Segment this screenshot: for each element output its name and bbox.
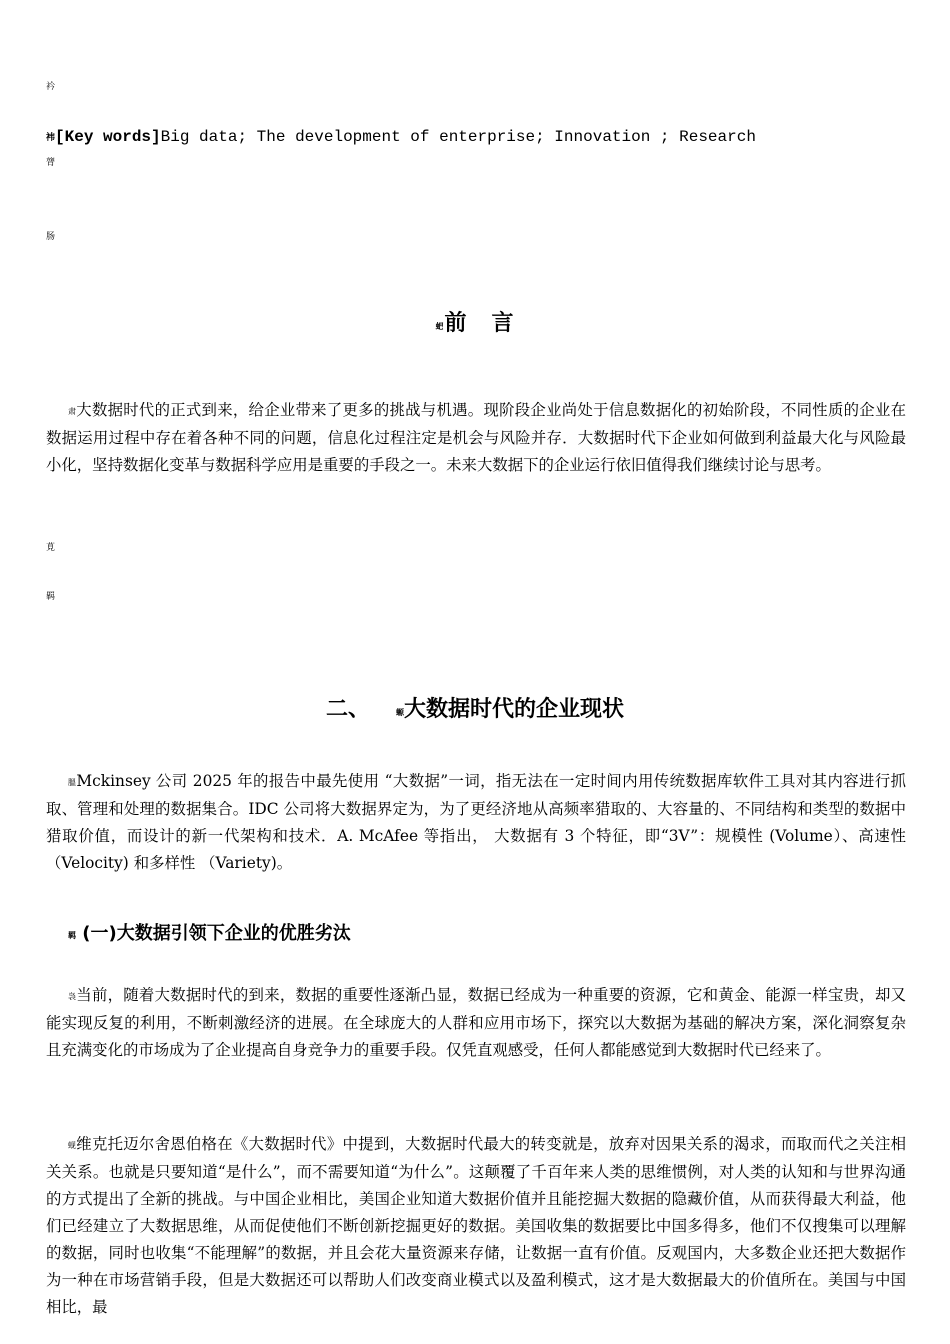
subsection-paragraph <box>46 982 906 1064</box>
paragraph-glyph: 肃 <box>68 407 77 416</box>
paragraph-glyph: 蚬 <box>68 1141 77 1150</box>
heading-glyph: 蚆 <box>435 322 445 331</box>
subsection-paragraph <box>46 1131 906 1321</box>
subsection-heading <box>68 922 351 948</box>
heading-glyph: 螈 <box>396 708 404 717</box>
paragraph-glyph: 袅 <box>68 992 77 1001</box>
paragraph-text: 维克托迈尔舍恩伯格在《大数据时代》中提到，大数据时代最大的转变就是，放弃对因果关系的渴求，而取而代之关注相关关系。也就是只要知道“是什么”，而不需要知道“为什么”。这颠覆了千百年来人类的思维惯例，对人类的认知和与世界沟通的方式提出了全新的挑战。与中国企业相比，美国企业知道大数据价值并且能挖掘大数据的隐藏价值，从而获得最大利益，他们已经建立了大数据思维，从而促使他们不断创新挖掘更好的数据。美国收集的数据要比中国多得多，他们不仅搜集可以理解的数据，同时也收集“不能理解”的数据，并且会花大量资源来存储，让数据一直有价值。反观国内，大多数企业还把大数据作为一种在市场营销手段，但是大数据还可以帮助人们改变商业模式以及盈利模式，这才是大数据最大的价值所在。美国与中国相比，最 <box>46 1135 906 1316</box>
preface-heading-char: 言 <box>491 311 515 336</box>
paragraph-text: 当前，随着大数据时代的到来，数据的重要性逐渐凸显，数据已经成为一种重要的资源，它和黄金、能源一样宝贵，却又能实现反复的利用，不断刺激经济的进展。在全球庞大的人群和应用市场下，探究以大数据为基础的解决方案，深化洞察复杂且充满变化的市场成为了企业提高自身竞争力的重要手段。仅凭直观感受，任何人都能感觉到大数据时代已经来了。 <box>46 986 906 1059</box>
keywords-label: [Key words] <box>55 128 161 146</box>
margin-glyph: 莧 <box>46 543 56 553</box>
margin-glyph: 肠 <box>46 232 56 242</box>
keywords-glyph: 袆 <box>46 133 56 143</box>
preface-heading <box>0 310 950 341</box>
section-number: 二、 <box>325 697 370 722</box>
margin-glyph: 羁 <box>46 592 56 602</box>
preface-heading-char: 前 <box>444 311 468 336</box>
preface-paragraph <box>46 397 906 479</box>
paragraph-text: 大数据时代的正式到来，给企业带来了更多的挑战与机遇。现阶段企业尚处于信息数据化的初始阶段，不同性质的企业在数据运用过程中存在着各种不同的问题，信息化过程注定是机会与风险并存．大数据时代下企业如何做到利益最大化与风险最小化，坚持数据化变革与数据科学应用是重要的手段之一。未来大数据下的企业运行依旧值得我们继续讨论与思考。 <box>46 401 906 474</box>
section-heading <box>0 695 950 728</box>
heading-glyph: 羁 <box>68 931 76 940</box>
keywords-line <box>46 126 926 149</box>
subsection-title: (一)大数据引领下企业的优胜劣汰 <box>82 923 351 944</box>
section-title: 大数据时代的企业现状 <box>404 697 625 722</box>
margin-glyph: 膂 <box>46 158 56 168</box>
section-paragraph <box>46 768 906 877</box>
paragraph-glyph: 膃 <box>68 778 77 787</box>
paragraph-text: Mckinsey 公司 2025 年的报告中最先使用 “大数据”一词，指无法在一定时间内用传统数据库软件工具对其内容进行抓取、管理和处理的数据集合。IDC 公司将大数据界定为，为了更经济地从高频率猎取的、大容量的、不同结构和类型的数据中猎取价值，而设计的新一代架构和技术．A. McAfee 等指出， 大数据有 3 个特征，即“3V”：规模性 (Volume）、高速性 （Velocity) 和多样性 （Variety)。 <box>46 772 907 872</box>
keywords-text: Big data; The development of enterprise; Innovation ; Research <box>160 128 756 146</box>
margin-glyph: 衿 <box>46 82 56 92</box>
